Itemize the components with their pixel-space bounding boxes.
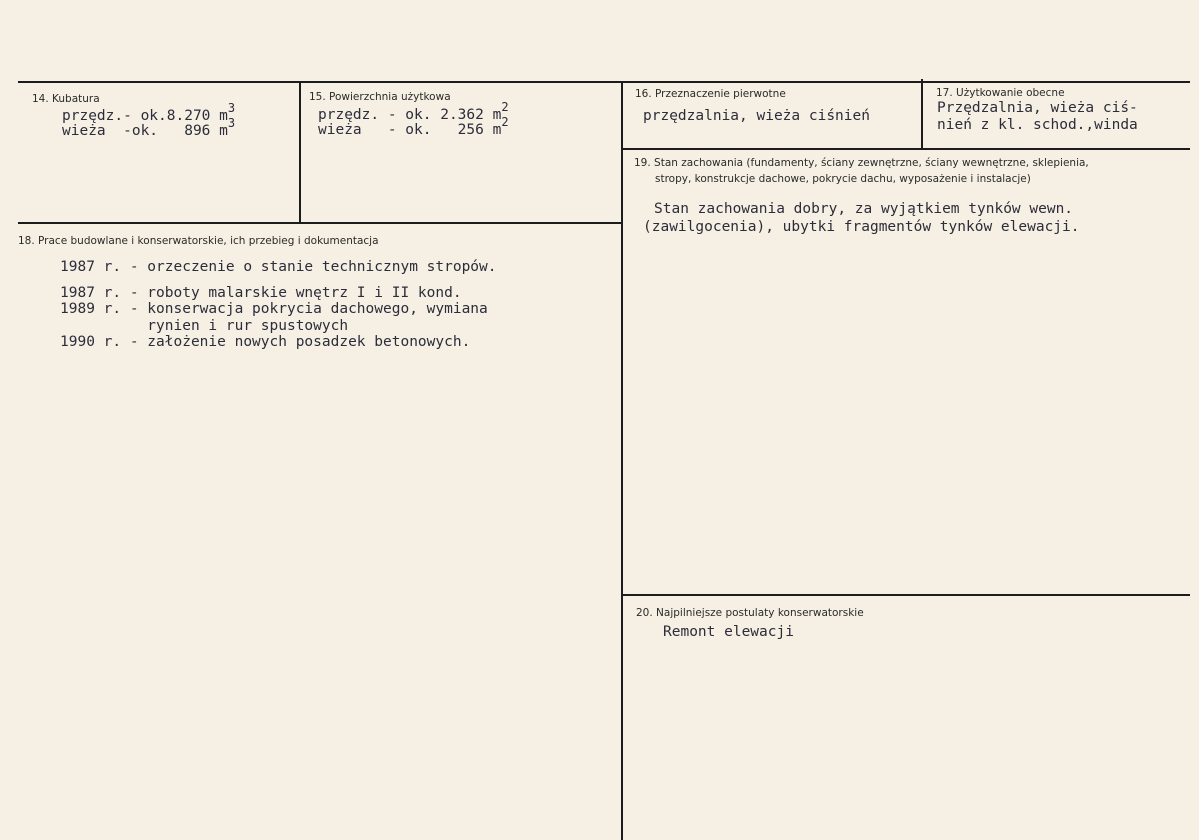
field-14-line-1-text: przędz.- ok.8.270 m bbox=[62, 108, 228, 124]
field-18-entry-1: 1987 r. - orzeczenie o stanie technicznym stropów. bbox=[60, 259, 497, 275]
field-18-entry-2: 1987 r. - roboty malarskie wnętrz I i II kond. bbox=[60, 285, 462, 301]
field-14-kubatura bbox=[20, 92, 296, 220]
field-20-label: 20. Najpilniejsze postulaty konserwatorskie bbox=[636, 607, 864, 619]
vertical-rule-16-17 bbox=[921, 79, 923, 150]
field-16-przeznaczenie-pierwotne bbox=[625, 87, 919, 147]
field-18-prace-budowlane bbox=[18, 234, 620, 834]
field-20-value: Remont elewacji bbox=[663, 624, 794, 640]
field-19-stan-zachowania bbox=[625, 156, 1195, 592]
field-18-entry-3: 1989 r. - konserwacja pokrycia dachowego, wymiana bbox=[60, 301, 488, 317]
field-18-entry-5: 1990 r. - założenie nowych posadzek betonowych. bbox=[60, 334, 471, 350]
field-19-label-line-1: 19. Stan zachowania (fundamenty, ściany zewnętrzne, ściany wewnętrzne, sklepienia, bbox=[634, 157, 1089, 169]
field-18-label: 18. Prace budowlane i konserwatorskie, ich przebieg i dokumentacja bbox=[18, 235, 379, 247]
field-15-line-2-exponent: 2 bbox=[501, 115, 509, 130]
field-16-value: przędzalnia, wieża ciśnień bbox=[643, 108, 870, 124]
field-20-postulaty bbox=[625, 606, 1195, 834]
field-16-label: 16. Przeznaczenie pierwotne bbox=[635, 88, 786, 100]
rule-left-row1-bottom bbox=[18, 222, 622, 224]
field-18-entry-4: rynien i rur spustowych bbox=[60, 318, 349, 334]
field-17-label: 17. Użytkowanie obecne bbox=[936, 87, 1065, 99]
vertical-rule-14-15 bbox=[299, 81, 301, 224]
field-14-line-2-text: wieża -ok. 896 m bbox=[62, 123, 228, 139]
field-17-uzytkowanie-obecne bbox=[925, 86, 1195, 148]
field-17-line-2: nień z kl. schod.,winda bbox=[937, 117, 1138, 133]
vertical-rule-main bbox=[621, 81, 623, 840]
field-17-line-1: Przędzalnia, wieża ciś- bbox=[937, 100, 1138, 116]
field-15-line-2-text: wieża - ok. 256 m bbox=[318, 122, 502, 138]
field-15-line-1-text: przędz. - ok. 2.362 m bbox=[318, 107, 502, 123]
rule-right-row1-bottom bbox=[623, 148, 1190, 150]
field-19-label-line-2: stropy, konstrukcje dachowe, pokrycie dachu, wyposażenie i instalacje) bbox=[655, 173, 1031, 185]
rule-right-row2-bottom bbox=[623, 594, 1190, 596]
field-14-line-1 bbox=[62, 101, 236, 124]
field-15-label: 15. Powierzchnia użytkowa bbox=[309, 91, 451, 103]
field-15-line-1 bbox=[318, 100, 509, 123]
field-19-line-1: Stan zachowania dobry, za wyjątkiem tynków wewn. bbox=[654, 201, 1074, 217]
field-14-line-2-exponent: 3 bbox=[227, 116, 236, 131]
field-14-line-1-exponent: 3 bbox=[227, 101, 236, 116]
field-15-line-1-exponent: 2 bbox=[501, 100, 509, 115]
top-horizontal-rule bbox=[18, 81, 1190, 83]
field-19-line-2: (zawilgocenia), ubytki fragmentów tynków elewacji. bbox=[643, 219, 1080, 235]
field-14-label: 14. Kubatura bbox=[32, 93, 100, 105]
field-15-powierzchnia bbox=[303, 90, 619, 220]
